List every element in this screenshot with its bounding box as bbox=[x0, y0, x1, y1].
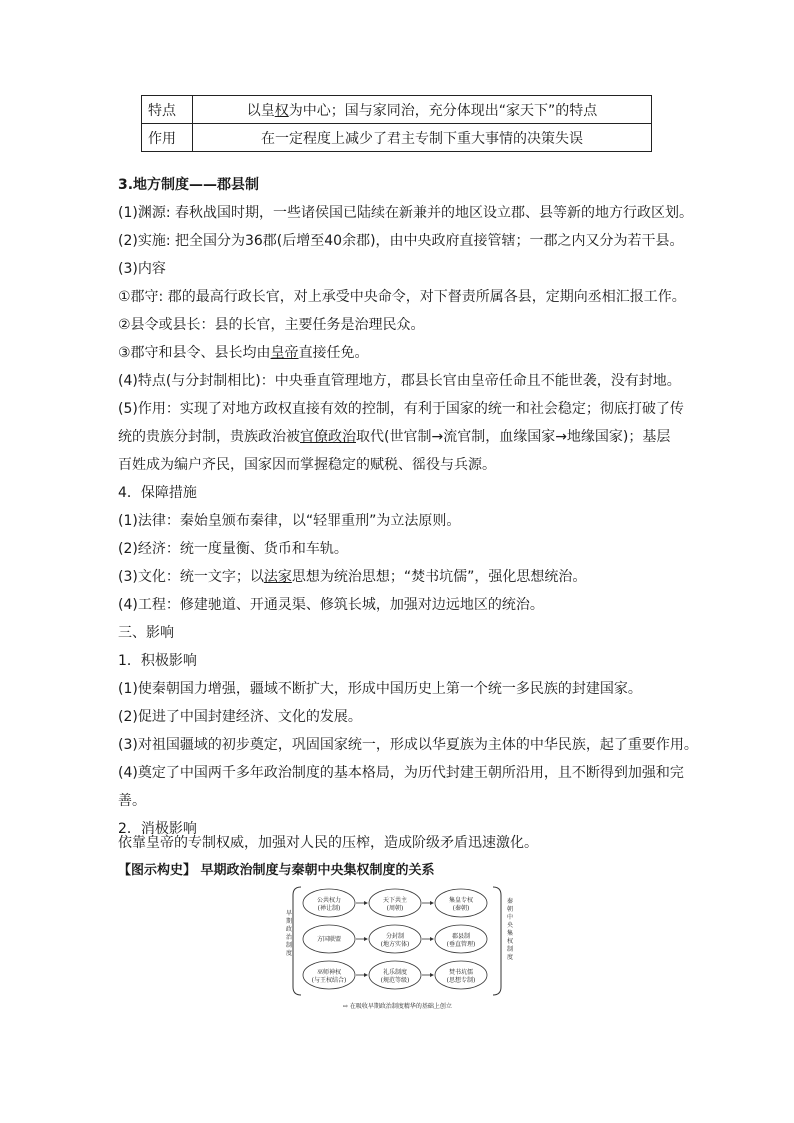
diagram-node-sublabel: (禅让制) bbox=[317, 905, 341, 912]
diagram-node-sublabel: (与王权结合) bbox=[311, 977, 347, 984]
left-label bbox=[286, 909, 293, 957]
table-value: 在一定程度上减少了君主专制下重大事情的决策失误 bbox=[193, 124, 652, 152]
right-label bbox=[507, 897, 513, 961]
arrow-head-icon bbox=[430, 901, 434, 905]
figure-caption: 【图示构史】 早期政治制度与秦朝中央集权制度的关系 bbox=[118, 863, 435, 878]
diagram-node-label: 天下共主 bbox=[382, 897, 408, 904]
arrow-head-icon bbox=[430, 973, 434, 977]
svg-text:制: 制 bbox=[286, 942, 293, 949]
text-line: 百姓成为编户齐民，国家因而掌握稳定的赋税、徭役与兵源。 bbox=[118, 457, 496, 473]
right-bracket bbox=[493, 887, 501, 995]
diagram-node-sublabel: (地方实体) bbox=[380, 941, 410, 948]
svg-text:期: 期 bbox=[286, 918, 293, 925]
diagram-node-label: 礼乐制度 bbox=[382, 969, 408, 976]
diagram-node-sublabel: (周朝) bbox=[386, 905, 404, 912]
diagram-node-label: 公共权力 bbox=[316, 897, 342, 904]
diagram-node-label: 巫师神权 bbox=[316, 969, 342, 976]
diagram-node-label: 焚书坑儒 bbox=[448, 969, 474, 976]
text-line: (4)特点(与分封制相比)：中央垂直管理地方，郡县长官由皇帝任命且不能世袭，没有封地。 bbox=[118, 373, 681, 389]
table-key: 特点 bbox=[142, 96, 193, 124]
svg-text:度: 度 bbox=[286, 950, 293, 957]
diagram-node-label: 分封制 bbox=[385, 933, 405, 940]
svg-text:早: 早 bbox=[286, 910, 293, 917]
text-line: (5)作用：实现了对地方政权直接有效的控制，有利于国家的统一和社会稳定；彻底打破了传 bbox=[118, 401, 684, 417]
text-line: (3)对祖国疆域的初步奠定，巩固国家统一，形成以华夏族为主体的中华民族，起了重要作用。 bbox=[118, 737, 698, 753]
text-line: (4)工程：修建驰道、开通灵渠、修筑长城，加强对边远地区的统治。 bbox=[118, 597, 544, 613]
arrow-head-icon bbox=[364, 937, 368, 941]
section-heading: 1．积极影响 bbox=[118, 653, 197, 669]
svg-text:度: 度 bbox=[507, 954, 514, 961]
section-heading: 4．保障措施 bbox=[118, 485, 197, 501]
svg-text:中: 中 bbox=[507, 914, 514, 921]
table-value: 以皇权为中心；国与家同治，充分体现出“家天下”的特点 bbox=[193, 96, 652, 124]
svg-text:央: 央 bbox=[507, 922, 514, 929]
diagram-node-sublabel: (秦朝) bbox=[452, 905, 470, 912]
svg-text:秦: 秦 bbox=[507, 898, 514, 905]
summary-table bbox=[141, 95, 652, 152]
text-line: (3)内容 bbox=[118, 261, 166, 277]
text-line: (2)实施: 把全国分为36郡(后增至40余郡)，由中央政府直接管辖；一郡之内又分为若干县。 bbox=[118, 233, 684, 249]
text-line: 统的贵族分封制，贵族政治被官僚政治取代(世官制→流官制，血缘国家→地缘国家)；基层 bbox=[118, 429, 671, 445]
svg-text:朝: 朝 bbox=[507, 906, 514, 913]
table-row bbox=[142, 96, 652, 124]
diagram-node-sublabel: (垂直管理) bbox=[446, 941, 476, 948]
section-heading: 三、影响 bbox=[118, 625, 174, 641]
diagram-node-label: 郡县制 bbox=[451, 933, 471, 940]
diagram-node-sublabel: (思想专制) bbox=[446, 977, 476, 984]
text-line: (1)法律：秦始皇颁布秦律，以“轻罪重刑”为立法原则。 bbox=[118, 513, 461, 529]
diagram-node-label: 方国联盟 bbox=[316, 936, 342, 943]
svg-text:制: 制 bbox=[507, 946, 514, 953]
text-line: (2)经济：统一度量衡、货币和车轨。 bbox=[118, 541, 348, 557]
text-line: ②县令或县长：县的长官，主要任务是治理民众。 bbox=[118, 317, 425, 333]
section-heading: 3.地方制度——郡县制 bbox=[118, 177, 260, 193]
text-line: (2)促进了中国封建经济、文化的发展。 bbox=[118, 709, 362, 725]
svg-text:政: 政 bbox=[286, 926, 293, 933]
text-line: ①郡守: 郡的最高行政长官，对上承受中央命令，对下督责所属各县，定期向丞相汇报工作。 bbox=[118, 289, 686, 305]
table-key: 作用 bbox=[142, 124, 193, 152]
diagram-svg bbox=[283, 883, 518, 1013]
diagram-footer: ⇨ 在吸收早期政治制度精华的基础上创立 bbox=[343, 1003, 452, 1010]
arrow-head-icon bbox=[430, 937, 434, 941]
text-line: 依靠皇帝的专制权威，加强对人民的压榨，造成阶级矛盾迅速激化。 bbox=[118, 835, 538, 851]
text-line: 善。 bbox=[118, 793, 146, 809]
svg-text:权: 权 bbox=[507, 938, 514, 945]
arrow-head-icon bbox=[364, 901, 368, 905]
text-line: (1)使秦朝国力增强，疆域不断扩大，形成中国历史上第一个统一多民族的封建国家。 bbox=[118, 681, 642, 697]
table-row bbox=[142, 124, 652, 152]
diagram-node-label: 集皇专权 bbox=[448, 897, 474, 904]
svg-text:治: 治 bbox=[286, 934, 293, 941]
relationship-diagram bbox=[283, 883, 518, 1013]
svg-text:集: 集 bbox=[507, 930, 514, 937]
text-line: (3)文化：统一文字；以法家思想为统治思想；“焚书坑儒”，强化思想统治。 bbox=[118, 569, 587, 585]
arrow-head-icon bbox=[364, 973, 368, 977]
text-line: ③郡守和县令、县长均由皇帝直接任免。 bbox=[118, 345, 369, 361]
section-heading: 2．消极影响 bbox=[118, 821, 197, 837]
left-bracket bbox=[293, 887, 301, 995]
text-line: (1)渊源: 春秋战国时期，一些诸侯国已陆续在新兼并的地区设立郡、县等新的地方行政区划。 bbox=[118, 205, 693, 221]
text-line: (4)奠定了中国两千多年政治制度的基本格局，为历代封建王朝所沿用，且不断得到加强和完 bbox=[118, 765, 684, 781]
diagram-node-sublabel: (规范等级) bbox=[380, 977, 410, 984]
